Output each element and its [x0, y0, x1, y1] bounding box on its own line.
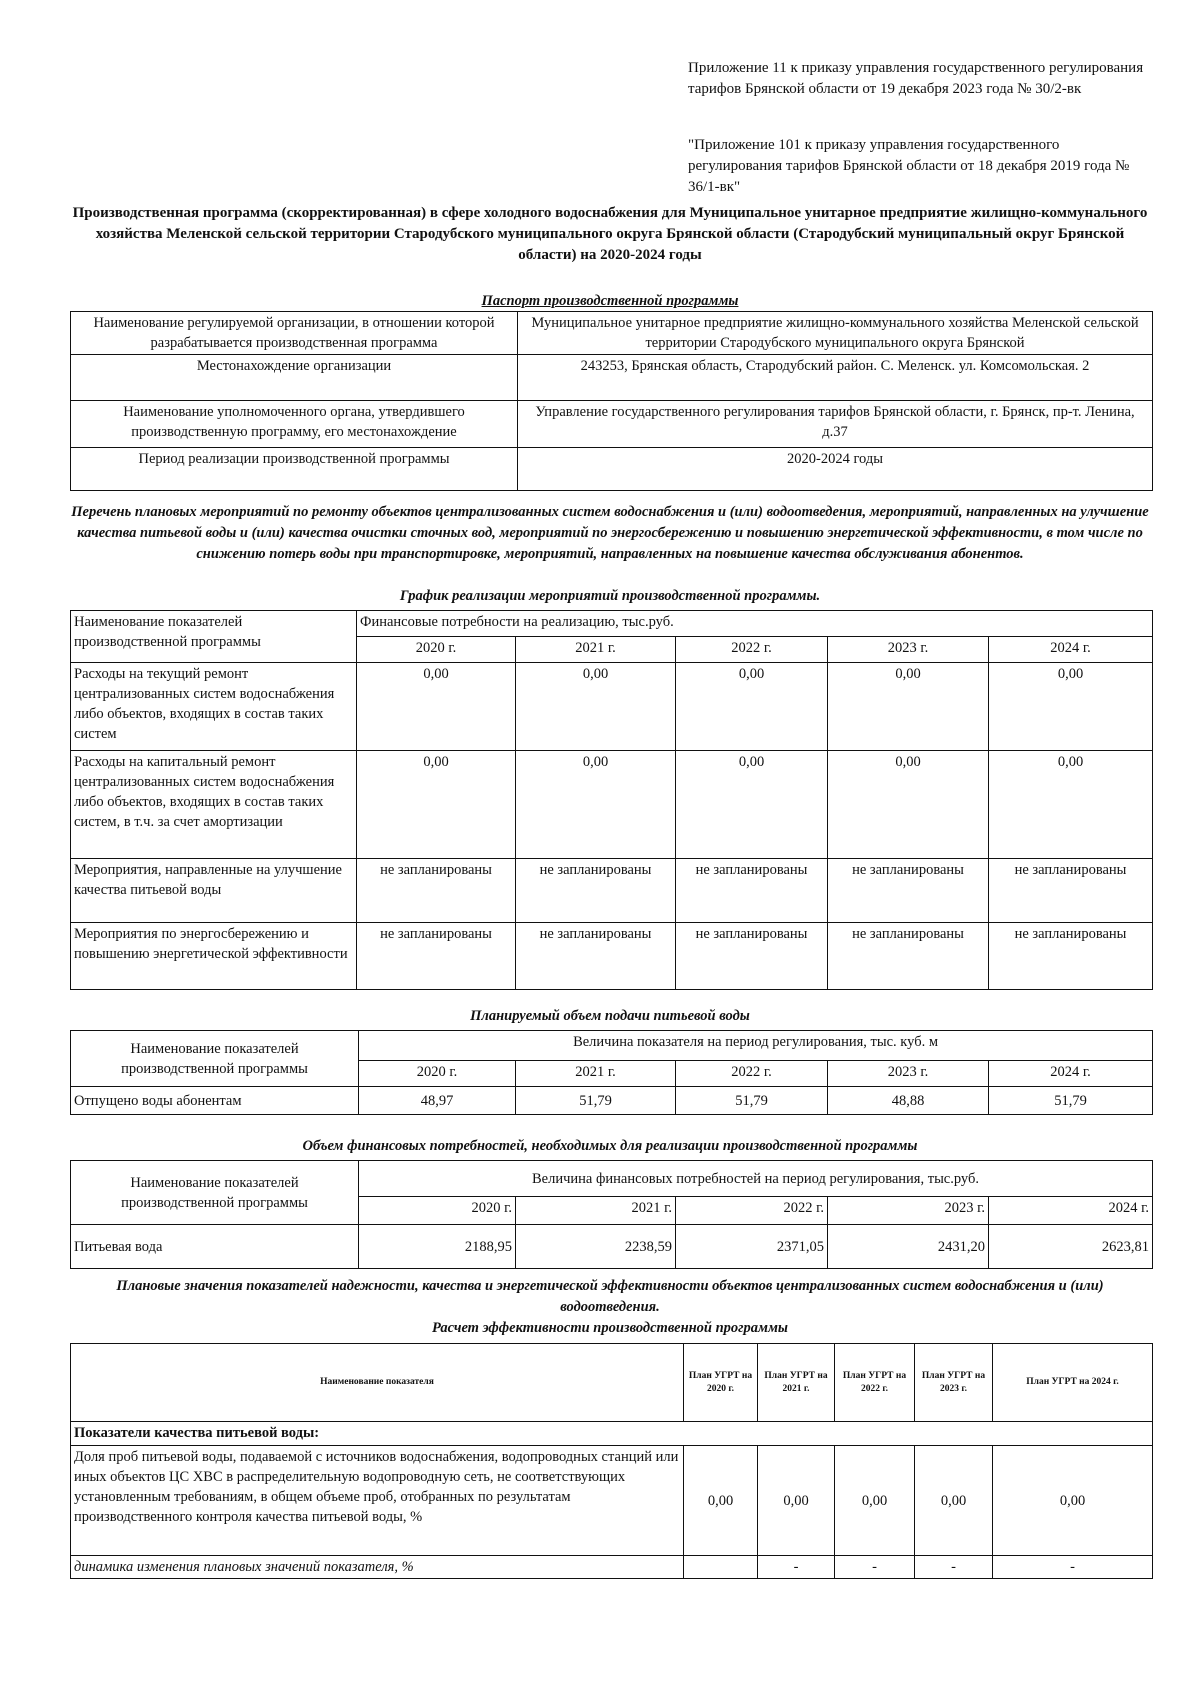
indicators-caption: Плановые значения показателей надежности, качества и энергетической эффективности объектов централизованных систем водоснабжения и (или) водоотведения.: [116, 1278, 1104, 1315]
plan-header: План УГРТ на 2022 г.: [835, 1344, 915, 1422]
cell-value: 0,00: [516, 663, 676, 751]
cell-value: 0,00: [915, 1446, 993, 1556]
table-row: [71, 1087, 1153, 1115]
indicators-table: [70, 1343, 1153, 1579]
passport-row: [71, 312, 1153, 355]
finance-caption: Объем финансовых потребностей, необходимых для реализации производственной программы: [302, 1138, 918, 1154]
cell-value: -: [915, 1556, 993, 1579]
cell-value: не запланированы: [989, 859, 1153, 923]
cell-value: 2238,59: [516, 1225, 676, 1269]
row-name: Питьевая вода: [71, 1225, 359, 1269]
cell-value: не запланированы: [516, 923, 676, 990]
cell-value: 2431,20: [828, 1225, 989, 1269]
finance-table: [70, 1160, 1153, 1269]
passport-label: Период реализации производственной программы: [71, 448, 518, 491]
passport-value: 2020-2024 годы: [518, 448, 1153, 491]
table-row: [71, 923, 1153, 990]
table-row: [71, 859, 1153, 923]
row-name: Расходы на текущий ремонт централизованных систем водоснабжения либо объектов, входящих в состав таких систем: [71, 663, 357, 751]
table-row: [71, 663, 1153, 751]
measures-table: [70, 610, 1153, 990]
row-name: Расходы на капитальный ремонт централизованных систем водоснабжения либо объектов, входящих в состав таких систем, в т.ч. за счет амортизации: [71, 751, 357, 859]
row-name: Доля проб питьевой воды, подаваемой с источников водоснабжения, водопроводных станций или иных объектов ЦС ХВС в распределительную водопроводную сеть, не соответствующих установленным требованиям, в общем объеме проб, отобранных по результатам производственного контроля качества питьевой воды, %: [71, 1446, 684, 1556]
row-name: Мероприятия по энергосбережению и повышению энергетической эффективности: [71, 923, 357, 990]
measures-caption: Перечень плановых мероприятий по ремонту объектов централизованных систем водоснабжения и (или) водоотведения, мероприятий, направленных на улучшение качества питьевой воды и (или) качества очистки сточных вод, мероприятий по энергосбережению и повышению энергетической эффективности, в том числе по снижению потерь воды при транспортировке, мероприятий, направленных на повышение качества обслуживания абонентов.: [71, 504, 1149, 562]
volume-caption: Планируемый объем подачи питьевой воды: [470, 1008, 750, 1024]
passport-label: Наименование регулируемой организации, в отношении которой разрабатывается производственная программа: [71, 312, 518, 355]
cell-value: 2371,05: [676, 1225, 828, 1269]
schedule-caption: График реализации мероприятий производственной программы.: [399, 588, 821, 604]
year-header: 2024 г.: [989, 1061, 1153, 1087]
header-indicator-name: Наименование показателей производственной программы: [71, 1161, 359, 1225]
header-indicator-name: Наименование показателей производственной программы: [71, 611, 357, 663]
row-name: динамика изменения плановых значений показателя, %: [71, 1556, 684, 1579]
year-header: 2022 г.: [676, 1197, 828, 1225]
program-title: Производственная программа (скорректированная) в сфере холодного водоснабжения для Муниципальное унитарное предприятие жилищно-коммунального хозяйства Меленской сельской территории Стародубского муниципального округа Брянской области (Стародубский муниципальный округ Брянской области) на 2020-2024 годы: [72, 205, 1148, 263]
cell-value: не запланированы: [516, 859, 676, 923]
passport-row: [71, 448, 1153, 491]
year-header: 2024 г.: [989, 637, 1153, 663]
cell-value: 51,79: [676, 1087, 828, 1115]
cell-value: -: [835, 1556, 915, 1579]
cell-value: 51,79: [989, 1087, 1153, 1115]
header-value: Величина финансовых потребностей на период регулирования, тыс.руб.: [359, 1161, 1153, 1197]
volume-table: [70, 1030, 1153, 1115]
cell-value: 0,00: [357, 751, 516, 859]
passport-value: Управление государственного регулирования тарифов Брянской области, г. Брянск, пр-т. Ленина, д.37: [518, 401, 1153, 448]
table-row: [71, 1225, 1153, 1269]
year-header: 2020 г.: [359, 1197, 516, 1225]
cell-value: 0,00: [828, 663, 989, 751]
year-header: 2021 г.: [516, 637, 676, 663]
cell-value: не запланированы: [676, 923, 828, 990]
cell-value: не запланированы: [989, 923, 1153, 990]
appendix-note-2: "Приложение 101 к приказу управления государственного регулирования тарифов Брянской области от 18 декабря 2019 года № 36/1-вк": [688, 137, 1130, 195]
section-title: Показатели качества питьевой воды:: [71, 1422, 1153, 1446]
table-row: [71, 1446, 1153, 1556]
row-name: Мероприятия, направленные на улучшение качества питьевой воды: [71, 859, 357, 923]
appendix-note-1: Приложение 11 к приказу управления государственного регулирования тарифов Брянской области от 19 декабря 2023 года № 30/2-вк: [688, 60, 1144, 97]
plan-header: План УГРТ на 2021 г.: [758, 1344, 835, 1422]
passport-table: [70, 311, 1153, 491]
cell-value: 0,00: [676, 663, 828, 751]
cell-value: 0,00: [684, 1446, 758, 1556]
year-header: 2023 г.: [828, 1061, 989, 1087]
year-header: 2024 г.: [989, 1197, 1153, 1225]
plan-header: План УГРТ на 2023 г.: [915, 1344, 993, 1422]
cell-value: 0,00: [357, 663, 516, 751]
year-header: 2023 г.: [828, 637, 989, 663]
cell-value: 48,88: [828, 1087, 989, 1115]
passport-value: 243253, Брянская область, Стародубский район. С. Меленск. ул. Комсомольская. 2: [518, 355, 1153, 401]
efficiency-caption: Расчет эффективности производственной программы: [432, 1320, 788, 1336]
table-row: [71, 1556, 1153, 1579]
passport-caption: Паспорт производственной программы: [481, 293, 739, 309]
cell-value: 51,79: [516, 1087, 676, 1115]
cell-value: 0,00: [828, 751, 989, 859]
year-header: 2020 г.: [357, 637, 516, 663]
cell-value: 0,00: [516, 751, 676, 859]
header-financial-needs: Финансовые потребности на реализацию, тыс.руб.: [357, 611, 1153, 637]
passport-row: [71, 401, 1153, 448]
cell-value: 0,00: [993, 1446, 1153, 1556]
plan-header: План УГРТ на 2024 г.: [993, 1344, 1153, 1422]
cell-value: -: [758, 1556, 835, 1579]
cell-value: не запланированы: [676, 859, 828, 923]
passport-label: Местонахождение организации: [71, 355, 518, 401]
passport-value: Муниципальное унитарное предприятие жилищно-коммунального хозяйства Меленской сельской территории Стародубского муниципального округа Брянской: [518, 312, 1153, 355]
cell-value: 48,97: [359, 1087, 516, 1115]
passport-label: Наименование уполномоченного органа, утвердившего производственную программу, его местонахождение: [71, 401, 518, 448]
row-name: Отпущено воды абонентам: [71, 1087, 359, 1115]
cell-value: не запланированы: [357, 923, 516, 990]
year-header: 2021 г.: [516, 1197, 676, 1225]
cell-value: 0,00: [835, 1446, 915, 1556]
table-row: [71, 751, 1153, 859]
header-value: Величина показателя на период регулирования, тыс. куб. м: [359, 1031, 1153, 1061]
cell-value: [684, 1556, 758, 1579]
cell-value: не запланированы: [828, 859, 989, 923]
cell-value: не запланированы: [828, 923, 989, 990]
cell-value: 2623,81: [989, 1225, 1153, 1269]
year-header: 2020 г.: [359, 1061, 516, 1087]
header-indicator-name: Наименование показателей производственной программы: [71, 1031, 359, 1087]
year-header: 2022 г.: [676, 1061, 828, 1087]
cell-value: 0,00: [676, 751, 828, 859]
header-indicator-name: Наименование показателя: [71, 1344, 684, 1422]
cell-value: -: [993, 1556, 1153, 1579]
cell-value: 0,00: [989, 663, 1153, 751]
year-header: 2022 г.: [676, 637, 828, 663]
year-header: 2023 г.: [828, 1197, 989, 1225]
cell-value: 0,00: [989, 751, 1153, 859]
cell-value: 2188,95: [359, 1225, 516, 1269]
cell-value: 0,00: [758, 1446, 835, 1556]
cell-value: не запланированы: [357, 859, 516, 923]
year-header: 2021 г.: [516, 1061, 676, 1087]
plan-header: План УГРТ на 2020 г.: [684, 1344, 758, 1422]
passport-row: [71, 355, 1153, 401]
